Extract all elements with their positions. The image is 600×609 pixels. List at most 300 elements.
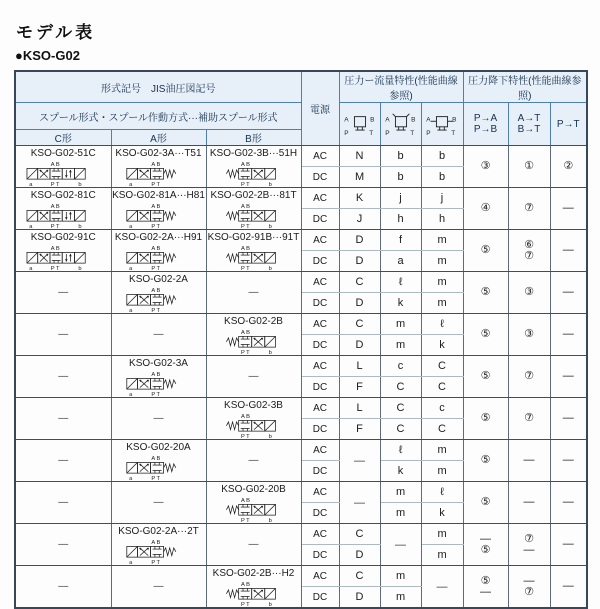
- svg-text:A B: A B: [150, 204, 160, 211]
- curve-ref-value: —: [562, 496, 574, 508]
- flow-value-ac-1: C: [339, 314, 380, 335]
- curve-ref-value: ⑦: [524, 532, 534, 545]
- curve-ref-value: —: [562, 370, 574, 382]
- model-cell-b: [206, 566, 301, 609]
- flow-value-ac-1: N: [339, 146, 380, 167]
- svg-text:P: P: [384, 129, 390, 137]
- flow-value-dc-1: J: [339, 209, 380, 230]
- empty-dash: —: [58, 287, 69, 298]
- header-type-a: A形: [111, 130, 206, 146]
- svg-text:a: a: [29, 266, 33, 271]
- power-cell-ac: AC: [301, 566, 339, 587]
- svg-text:P: P: [426, 129, 431, 137]
- header-power: 電源: [301, 71, 339, 146]
- empty-dash: —: [58, 329, 69, 340]
- flow-value-dc-2: m: [380, 503, 421, 524]
- flow-value-dc-1: F: [339, 377, 380, 398]
- flow-value-dc-2: b: [380, 167, 421, 188]
- curve-ref-pt: [550, 398, 587, 440]
- flow-value-dc-2: h: [380, 209, 421, 230]
- flow-value-dc-2: a: [380, 251, 421, 272]
- model-cell-b: [206, 398, 301, 440]
- valve-symbol-B: [208, 201, 300, 229]
- model-cell-b: [206, 482, 301, 524]
- flow-value-ac-2: c: [380, 356, 421, 377]
- model-code: KSO-G02-91B···91T: [207, 232, 300, 243]
- flow-value-ac-1: C: [339, 566, 380, 587]
- flow-symbol-center-2: [382, 112, 420, 137]
- empty-dash: —: [354, 496, 366, 509]
- empty-dash: —: [153, 581, 164, 592]
- model-cell-a-empty: [111, 398, 206, 440]
- svg-text:b: b: [268, 518, 272, 523]
- valve-symbol-A: [113, 285, 205, 313]
- curve-ref-pa-pb: [463, 440, 508, 482]
- curve-ref-pa-pb: [463, 566, 508, 609]
- model-cell-c-empty: [15, 440, 111, 482]
- flow-value-dc-2: m: [380, 587, 421, 608]
- model-code: KSO-G02-81A···H81: [112, 190, 205, 201]
- flow-value-dc-3: C: [421, 419, 463, 440]
- valve-symbol-A: [113, 159, 205, 187]
- curve-ref-value: ⑤: [480, 412, 491, 424]
- empty-dash: —: [436, 580, 448, 593]
- model-code: KSO-G02-20B: [221, 484, 286, 495]
- model-code: KSO-G02-91C: [30, 232, 96, 243]
- curve-ref-pt: [550, 146, 587, 188]
- drop-col-label: P→T: [556, 118, 580, 130]
- power-cell-dc: DC: [301, 251, 339, 272]
- curve-ref-value: ②: [563, 160, 574, 172]
- header-flow-characteristics: 圧力ー流量特性(性能曲線参照): [339, 71, 463, 103]
- svg-text:b: b: [268, 350, 272, 355]
- svg-text:A B: A B: [240, 582, 250, 589]
- curve-ref-at-bt: [508, 356, 550, 398]
- svg-text:P T: P T: [240, 350, 250, 355]
- svg-text:a: a: [128, 560, 132, 565]
- curve-ref-at-bt: [508, 272, 550, 314]
- svg-text:A B: A B: [50, 246, 60, 253]
- flow-value-ac-3: m: [421, 230, 463, 251]
- flow-value-ac-2: ℓ: [380, 440, 421, 461]
- flow-value-dc-2: m: [380, 335, 421, 356]
- curve-ref-at-bt: [508, 440, 550, 482]
- power-cell-ac: AC: [301, 482, 339, 503]
- curve-ref-pt: [550, 230, 587, 272]
- curve-ref-pa-pb: [463, 314, 508, 356]
- valve-symbol-A: [113, 243, 205, 271]
- model-cell-b-empty: [206, 440, 301, 482]
- model-cell-b: [206, 230, 301, 272]
- header-flow-symbol-col-1: [339, 103, 380, 146]
- svg-text:P T: P T: [240, 518, 250, 523]
- curve-ref-pt: [550, 440, 587, 482]
- svg-text:a: a: [128, 308, 132, 313]
- curve-ref-value: —: [523, 574, 535, 587]
- flow-value-ac-2: m: [380, 566, 421, 587]
- power-cell-dc: DC: [301, 209, 339, 230]
- curve-ref-at-bt: [508, 566, 550, 609]
- curve-ref-value: ⑦: [524, 370, 534, 382]
- svg-text:P T: P T: [240, 182, 250, 187]
- curve-ref-at-bt: [508, 188, 550, 230]
- svg-text:A B: A B: [240, 246, 250, 253]
- svg-text:A B: A B: [240, 414, 250, 421]
- flow-value-dc-3: m: [421, 293, 463, 314]
- empty-dash: —: [153, 497, 164, 508]
- svg-text:P T: P T: [150, 182, 160, 187]
- model-code: KSO-G02-2B···81T: [210, 190, 297, 201]
- svg-text:A B: A B: [240, 204, 250, 211]
- curve-ref-value: ⑦: [524, 202, 534, 214]
- flow-value-dc-1: D: [339, 251, 380, 272]
- model-series-label: ●KSO-G02: [15, 48, 80, 63]
- svg-text:P T: P T: [150, 392, 160, 397]
- valve-symbol-A: [113, 369, 205, 397]
- flow-value-ac-1: L: [339, 356, 380, 377]
- empty-dash: —: [354, 454, 366, 467]
- flow-value-dc-3: m: [421, 461, 463, 482]
- model-cell-a: [111, 440, 206, 482]
- valve-symbol-A: [113, 537, 205, 565]
- curve-ref-value: ⑤: [480, 328, 491, 340]
- drop-col-label: B→T: [517, 124, 541, 135]
- curve-ref-value: ⑤: [480, 454, 491, 466]
- model-cell-c-empty: [15, 272, 111, 314]
- svg-text:a: a: [29, 224, 33, 229]
- model-cell-a-empty: [111, 566, 206, 609]
- model-cell-c: [15, 230, 111, 272]
- flow-value-ac-3: m: [421, 524, 463, 545]
- curve-ref-value: —: [523, 454, 535, 466]
- empty-dash: —: [58, 497, 69, 508]
- flow-value-ac-2: C: [380, 398, 421, 419]
- power-cell-ac: AC: [301, 398, 339, 419]
- model-code: KSO-G02-2A···2T: [118, 526, 199, 537]
- flow-value-ac-2: ℓ: [380, 272, 421, 293]
- header-model-symbol: 形式記号 JIS油圧図記号: [15, 71, 301, 103]
- curve-ref-pa-pb: [463, 482, 508, 524]
- svg-text:P: P: [343, 129, 349, 137]
- drop-col-label: A→T: [517, 113, 541, 124]
- header-spool-type: スプール形式・スプール作動方式···補助スプール形式: [15, 103, 301, 130]
- power-cell-dc: DC: [301, 461, 339, 482]
- empty-dash: —: [153, 413, 164, 424]
- model-code: KSO-G02-20A: [126, 442, 191, 453]
- flow-value-dc-1: D: [339, 587, 380, 608]
- curve-ref-value: ⑤: [480, 496, 491, 508]
- svg-text:P T: P T: [240, 602, 250, 607]
- curve-ref-value: ③: [524, 328, 534, 340]
- flow-value-span-1: [339, 482, 380, 524]
- header-flow-symbol-col-2: [380, 103, 421, 146]
- model-cell-c: [15, 146, 111, 188]
- svg-text:B: B: [369, 115, 375, 123]
- power-cell-ac: AC: [301, 188, 339, 209]
- curve-ref-value: —: [562, 580, 574, 592]
- flow-value-dc-3: C: [421, 377, 463, 398]
- model-cell-b: [206, 188, 301, 230]
- power-cell-dc: DC: [301, 377, 339, 398]
- drop-col-label: P→A: [473, 113, 498, 124]
- curve-ref-at-bt: [508, 398, 550, 440]
- model-code: KSO-G02-2B···H2: [212, 568, 295, 579]
- svg-text:A B: A B: [240, 330, 250, 337]
- power-cell-ac: AC: [301, 314, 339, 335]
- curve-ref-value: ⑦: [524, 412, 534, 424]
- flow-value-ac-3: m: [421, 272, 463, 293]
- curve-ref-value: —: [562, 454, 574, 466]
- flow-value-ac-1: D: [339, 230, 380, 251]
- model-code: KSO-G02-2A···H91: [114, 232, 203, 243]
- flow-value-dc-2: C: [380, 419, 421, 440]
- model-cell-a: [111, 146, 206, 188]
- curve-ref-pt: [550, 314, 587, 356]
- flow-value-dc-3: k: [421, 503, 463, 524]
- svg-text:b: b: [78, 266, 82, 271]
- model-cell-a: [111, 272, 206, 314]
- curve-ref-pa-pb: [463, 146, 508, 188]
- flow-value-ac-2: m: [380, 482, 421, 503]
- valve-symbol-C: [17, 201, 109, 229]
- svg-text:A: A: [343, 115, 349, 123]
- flow-value-ac-2: j: [380, 188, 421, 209]
- svg-text:T: T: [451, 129, 456, 137]
- curve-ref-value: ⑦: [524, 585, 534, 598]
- svg-text:a: a: [29, 182, 33, 187]
- flow-symbol-center-1: [341, 112, 379, 137]
- curve-ref-value: ⑤: [480, 286, 491, 298]
- curve-ref-at-bt: [508, 146, 550, 188]
- empty-dash: —: [58, 413, 69, 424]
- svg-text:A B: A B: [150, 456, 160, 463]
- flow-value-dc-3: k: [421, 335, 463, 356]
- flow-value-dc-1: D: [339, 293, 380, 314]
- curve-ref-pa-pb: [463, 230, 508, 272]
- svg-text:P T: P T: [150, 266, 160, 271]
- model-table: [14, 70, 588, 609]
- flow-symbol-center-3: [423, 112, 461, 137]
- svg-text:P T: P T: [50, 266, 60, 271]
- curve-ref-value: ③: [480, 160, 491, 172]
- svg-text:b: b: [268, 182, 272, 187]
- model-cell-a: [111, 524, 206, 566]
- power-cell-ac: AC: [301, 524, 339, 545]
- svg-text:a: a: [128, 182, 132, 187]
- model-cell-c-empty: [15, 314, 111, 356]
- flow-value-ac-2: f: [380, 230, 421, 251]
- empty-dash: —: [248, 455, 259, 466]
- svg-text:B: B: [452, 115, 457, 123]
- power-cell-dc: DC: [301, 167, 339, 188]
- power-cell-ac: AC: [301, 356, 339, 377]
- power-cell-ac: AC: [301, 272, 339, 293]
- model-code: KSO-G02-3A···T51: [115, 148, 202, 159]
- svg-text:A B: A B: [150, 162, 160, 169]
- header-type-b: B形: [206, 130, 301, 146]
- svg-text:P T: P T: [150, 308, 160, 313]
- curve-ref-pt: [550, 482, 587, 524]
- model-table-body: [15, 71, 587, 608]
- model-cell-c-empty: [15, 356, 111, 398]
- flow-value-ac-3: b: [421, 146, 463, 167]
- svg-text:b: b: [268, 224, 272, 229]
- flow-value-span-1: [339, 440, 380, 482]
- curve-ref-value: ③: [524, 286, 534, 298]
- model-cell-a-empty: [111, 314, 206, 356]
- model-code: KSO-G02-51C: [30, 148, 96, 159]
- svg-text:b: b: [78, 224, 82, 229]
- header-pressure-drop: 圧力降下特性(性能曲線参照): [463, 71, 587, 103]
- model-cell-b: [206, 146, 301, 188]
- flow-value-dc-1: D: [339, 335, 380, 356]
- flow-value-dc-3: b: [421, 167, 463, 188]
- model-cell-b: [206, 314, 301, 356]
- flow-value-ac-3: ℓ: [421, 482, 463, 503]
- curve-ref-pa-pb: [463, 524, 508, 566]
- svg-text:P T: P T: [50, 224, 60, 229]
- svg-text:P T: P T: [150, 476, 160, 481]
- svg-text:A: A: [426, 115, 431, 123]
- flow-value-span-2: [380, 524, 421, 566]
- flow-value-dc-1: F: [339, 419, 380, 440]
- curve-ref-value: —: [562, 244, 574, 256]
- flow-value-ac-3: j: [421, 188, 463, 209]
- header-type-c: C形: [15, 130, 111, 146]
- curve-ref-value: —: [480, 532, 492, 545]
- curve-ref-value: —: [562, 328, 574, 340]
- empty-dash: —: [248, 539, 259, 550]
- empty-dash: —: [58, 455, 69, 466]
- valve-symbol-B: [208, 243, 300, 271]
- flow-value-ac-3: c: [421, 398, 463, 419]
- svg-text:A B: A B: [150, 372, 160, 379]
- curve-ref-value: ①: [524, 160, 534, 172]
- valve-symbol-B: [208, 159, 300, 187]
- flow-value-ac-3: ℓ: [421, 314, 463, 335]
- header-drop-col-at-bt: [508, 103, 550, 146]
- curve-ref-pt: [550, 188, 587, 230]
- power-cell-dc: DC: [301, 293, 339, 314]
- curve-ref-at-bt: [508, 482, 550, 524]
- power-cell-dc: DC: [301, 587, 339, 608]
- flow-value-ac-1: L: [339, 398, 380, 419]
- svg-text:P T: P T: [150, 560, 160, 565]
- flow-value-ac-3: C: [421, 356, 463, 377]
- flow-value-dc-3: m: [421, 545, 463, 566]
- curve-ref-value: —: [523, 543, 535, 556]
- curve-ref-pt: [550, 566, 587, 609]
- svg-text:A B: A B: [150, 288, 160, 295]
- model-cell-c-empty: [15, 482, 111, 524]
- model-cell-a: [111, 230, 206, 272]
- svg-text:A B: A B: [240, 162, 250, 169]
- svg-text:A B: A B: [150, 540, 160, 547]
- curve-ref-value: ⑥: [524, 238, 534, 251]
- curve-ref-pa-pb: [463, 398, 508, 440]
- empty-dash: —: [58, 581, 69, 592]
- svg-text:b: b: [268, 266, 272, 271]
- model-code: KSO-G02-81C: [30, 190, 96, 201]
- curve-ref-at-bt: [508, 314, 550, 356]
- curve-ref-value: ⑦: [524, 249, 534, 262]
- flow-value-ac-2: b: [380, 146, 421, 167]
- valve-symbol-A: [113, 453, 205, 481]
- flow-value-ac-2: m: [380, 314, 421, 335]
- model-cell-c: [15, 188, 111, 230]
- curve-ref-pt: [550, 524, 587, 566]
- svg-text:a: a: [128, 266, 132, 271]
- curve-ref-value: —: [562, 538, 574, 550]
- power-cell-dc: DC: [301, 419, 339, 440]
- model-cell-a: [111, 356, 206, 398]
- svg-text:a: a: [128, 224, 132, 229]
- flow-value-dc-2: k: [380, 461, 421, 482]
- empty-dash: —: [248, 287, 259, 298]
- model-cell-a-empty: [111, 482, 206, 524]
- header-drop-col-pt: [550, 103, 587, 146]
- svg-text:b: b: [78, 182, 82, 187]
- model-cell-a: [111, 188, 206, 230]
- valve-symbol-B: [208, 411, 300, 439]
- model-code: KSO-G02-2A: [129, 274, 188, 285]
- curve-ref-pa-pb: [463, 272, 508, 314]
- svg-text:P T: P T: [240, 434, 250, 439]
- header-drop-col-pa-pb: [463, 103, 508, 146]
- svg-text:A B: A B: [240, 498, 250, 505]
- empty-dash: —: [58, 371, 69, 382]
- curve-ref-pt: [550, 272, 587, 314]
- valve-symbol-B: [208, 579, 300, 607]
- curve-ref-at-bt: [508, 524, 550, 566]
- model-cell-b-empty: [206, 524, 301, 566]
- curve-ref-pa-pb: [463, 356, 508, 398]
- svg-text:P T: P T: [50, 182, 60, 187]
- flow-value-ac-3: m: [421, 440, 463, 461]
- curve-ref-value: —: [562, 412, 574, 424]
- curve-ref-value: ⑤: [480, 574, 491, 587]
- model-code: KSO-G02-2B: [224, 316, 283, 327]
- power-cell-ac: AC: [301, 440, 339, 461]
- power-cell-dc: DC: [301, 335, 339, 356]
- flow-value-dc-2: k: [380, 293, 421, 314]
- curve-ref-pt: [550, 356, 587, 398]
- flow-value-span-3: [421, 566, 463, 609]
- svg-text:P T: P T: [240, 266, 250, 271]
- flow-value-ac-1: C: [339, 272, 380, 293]
- svg-text:T: T: [409, 129, 414, 137]
- curve-ref-value: ⑤: [480, 244, 491, 256]
- flow-value-dc-2: C: [380, 377, 421, 398]
- page-title: モデル表: [16, 23, 96, 42]
- power-cell-ac: AC: [301, 230, 339, 251]
- power-cell-dc: DC: [301, 545, 339, 566]
- svg-text:P T: P T: [150, 224, 160, 229]
- valve-symbol-C: [17, 243, 109, 271]
- curve-ref-value: ⑤: [480, 543, 491, 556]
- curve-ref-value: —: [523, 496, 535, 508]
- model-cell-c-empty: [15, 524, 111, 566]
- svg-text:A B: A B: [150, 246, 160, 253]
- svg-text:T: T: [368, 129, 373, 137]
- svg-text:a: a: [128, 476, 132, 481]
- svg-text:A: A: [384, 115, 390, 123]
- model-code: KSO-G02-3A: [129, 358, 188, 369]
- valve-symbol-B: [208, 495, 300, 523]
- empty-dash: —: [395, 538, 407, 551]
- svg-text:P T: P T: [240, 224, 250, 229]
- valve-symbol-C: [17, 159, 109, 187]
